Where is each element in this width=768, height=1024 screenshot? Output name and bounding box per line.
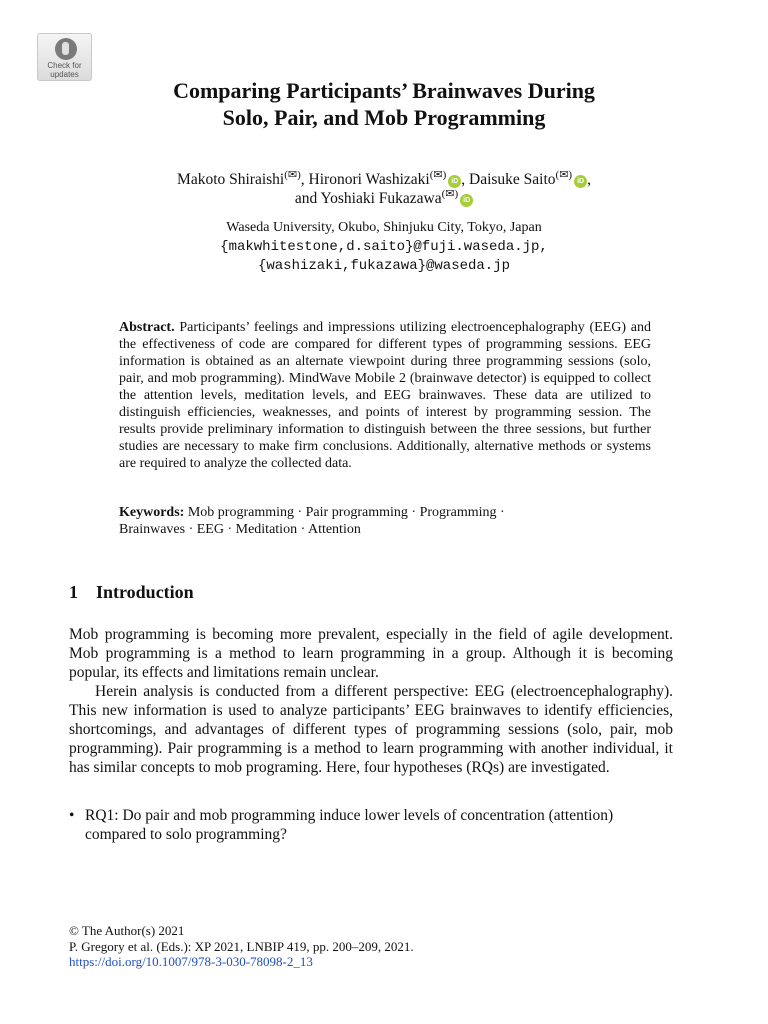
check-for-updates-badge[interactable] [37, 33, 92, 81]
footer [69, 923, 414, 970]
email-line-1: {makwhitestone,d.saito}@fuji.waseda.jp, [220, 239, 548, 255]
mail-icon: (✉) [555, 169, 573, 181]
body-text [69, 625, 673, 777]
paper-title-line1: Comparing Participants’ Brainwaves During [173, 78, 595, 103]
list-item [69, 806, 673, 844]
bullet-icon: • [69, 807, 75, 824]
abstract-label: Abstract. [119, 320, 175, 335]
badge-label-line2: updates [50, 70, 79, 79]
paragraph-2: Herein analysis is conducted from a different perspective: EEG (electroencephalography). This new information is used to analyze participants’ EEG brainwaves to identify efficiencies, shortcomings, and advantages of different types of programming sessions (solo, pair, mob programming). Pair programming is a method to learn programming with another individual, it has similar concepts to mob programing. Here, four hypotheses (RQs) are investigated. [69, 683, 673, 776]
keywords-line1: Mob programming · Pair programming · Programming · [187, 505, 505, 520]
updates-icon [55, 38, 77, 60]
keywords-line2: Brainwaves · EEG · Meditation · Attention [119, 522, 361, 537]
orcid-icon[interactable]: iD [448, 175, 461, 188]
paragraph-1: Mob programming is becoming more prevalent, especially in the field of agile development. Mob programming is a method to learn programming in a group. Although it is becoming popular, its effects and limitations remain unclear. [69, 626, 673, 681]
badge-label-line1: Check for [47, 61, 82, 70]
author-2: Hironori Washizaki [308, 171, 430, 188]
author-1: Makoto Shiraishi [177, 171, 285, 188]
mail-icon: (✉) [284, 169, 301, 181]
orcid-icon[interactable]: iD [460, 194, 473, 207]
badge-label [38, 61, 91, 79]
section-heading [69, 582, 194, 603]
affiliation: Waseda University, Okubo, Shinjuku City, Tokyo, Japan [226, 220, 542, 235]
keywords-label: Keywords: [119, 505, 185, 520]
orcid-icon[interactable]: iD [574, 175, 587, 188]
mail-icon: (✉) [429, 169, 447, 181]
keywords [119, 504, 651, 538]
mail-icon: (✉) [441, 188, 459, 200]
section-number: 1 [69, 582, 78, 602]
author-3: Daisuke Saito [469, 171, 556, 188]
citation: P. Gregory et al. (Eds.): XP 2021, LNBIP 419, pp. 200–209, 2021. [69, 938, 414, 954]
author-list-line2 [0, 187, 768, 208]
abstract [119, 319, 651, 472]
rq1-text: RQ1: Do pair and mob programming induce lower levels of concentration (attention) compared to solo programming? [85, 807, 614, 843]
paper-title-line2: Solo, Pair, and Mob Programming [222, 105, 546, 130]
email-line-2: {washizaki,fukazawa}@waseda.jp [257, 258, 511, 274]
doi-link[interactable]: https://doi.org/10.1007/978-3-030-78098-2_13 [69, 954, 313, 969]
copyright: © The Author(s) 2021 [69, 923, 185, 938]
section-title: Introduction [96, 582, 194, 602]
author-list: Makoto Shiraishi(✉), Hironori Washizaki(✉)iD , Daisuke Saito(✉)iD , [177, 169, 591, 188]
author-4: and Yoshiaki Fukazawa [294, 190, 442, 207]
abstract-text: Participants’ feelings and impressions utilizing electroencephalography (EEG) and the effectiveness of code are compared for different types of programming sessions. EEG information is obtained as an alternate viewpoint during three programming sessions (solo, pair, and mob programming). MindWave Mobile 2 (brainwave detector) is equipped to collect the attention levels, meditation levels, and EEG brainwaves. These data are utilized to distinguish efficiencies, weaknesses, and points of interest by programming session. The results provide preliminary information to distinguish between the three sessions, but further studies are necessary to make firm conclusions. Additionally, alternative methods or systems are required to analyze the collected data. [119, 320, 651, 471]
